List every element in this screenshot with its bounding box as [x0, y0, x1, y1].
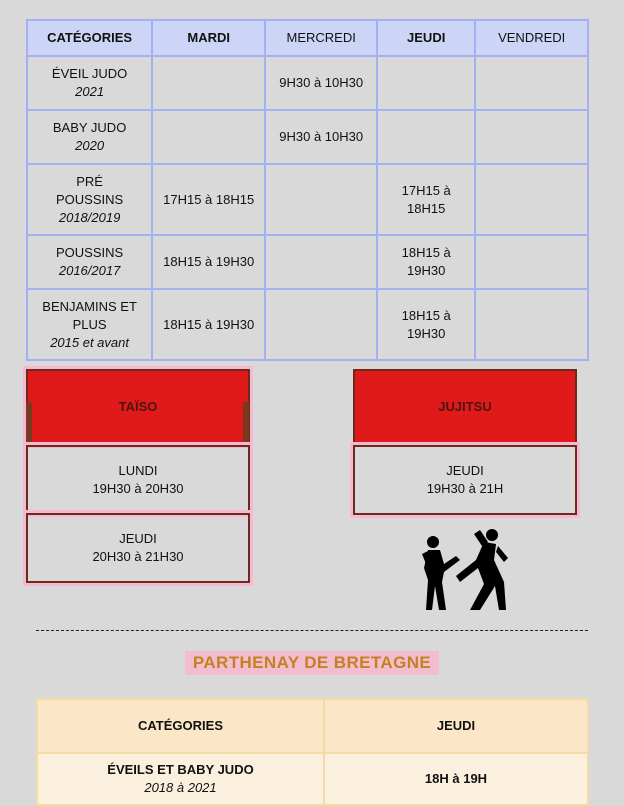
slot-jeudi: [377, 56, 475, 110]
category-cell: [27, 164, 152, 235]
slot-jeudi: 18H15 à 19H30: [377, 235, 475, 289]
slot-jeudi: [377, 110, 475, 164]
table-row: [27, 110, 588, 164]
header-jeudi: JEUDI: [377, 20, 475, 56]
jujitsu-slot-time: 19H30 à 21H: [426, 481, 504, 496]
schedule-table: [26, 19, 589, 361]
taiso-right-marker: [243, 402, 249, 444]
taiso-slot-day: LUNDI: [118, 462, 158, 478]
slot-vendredi: [475, 235, 588, 289]
taiso-slot-time: 19H30 à 20H30: [92, 480, 184, 496]
taiso-slot-day: JEUDI: [119, 531, 157, 546]
location-header-categories: CATÉGORIES: [37, 699, 324, 753]
table-row: [37, 753, 588, 805]
jujitsu-title-box: [353, 369, 577, 445]
table-row: [27, 289, 588, 360]
taiso-left-marker: [26, 402, 32, 444]
category-cell: [27, 110, 152, 164]
location-slot-jeudi: 18H à 19H: [324, 753, 588, 805]
slot-mardi: 17H15 à 18H15: [152, 164, 265, 235]
category-name: BENJAMINS ET PLUS: [42, 298, 137, 332]
slot-jeudi: 17H15 à 18H15: [377, 164, 475, 235]
slot-mercredi: [265, 289, 377, 360]
slot-mardi: 18H15 à 19H30: [152, 289, 265, 360]
location-title: PARTHENAY DE BRETAGNE: [185, 651, 439, 675]
table-row: [27, 235, 588, 289]
header-vendredi: VENDREDI: [475, 20, 588, 56]
location-header-jeudi: JEUDI: [324, 699, 588, 753]
slot-vendredi: [475, 164, 588, 235]
slot-mercredi: [265, 164, 377, 235]
schedule-header-row: [27, 20, 588, 56]
taiso-slot-time: 20H30 à 21H30: [92, 549, 184, 564]
table-row: [27, 164, 588, 235]
section-divider: [36, 630, 588, 631]
slot-mardi: 18H15 à 19H30: [152, 235, 265, 289]
location-title-wrap: [0, 651, 624, 675]
location-category-name: ÉVEILS ET BABY JUDO: [107, 762, 254, 777]
category-name: ÉVEIL JUDO: [51, 66, 128, 81]
taiso-title-box: [26, 369, 250, 445]
jujitsu-slot-1: [353, 445, 577, 515]
location-header-row: [37, 699, 588, 753]
category-years: 2021: [75, 84, 105, 99]
category-name: PRÉ POUSSINS: [56, 173, 124, 207]
category-name: BABY JUDO: [52, 120, 127, 135]
slot-mercredi: [265, 235, 377, 289]
slot-mercredi: 9H30 à 10H30: [265, 110, 377, 164]
slot-mardi: [152, 110, 265, 164]
slot-vendredi: [475, 56, 588, 110]
slot-vendredi: [475, 289, 588, 360]
slot-jeudi: 18H15 à 19H30: [377, 289, 475, 360]
category-years: 2018/2019: [58, 209, 121, 225]
jujitsu-title: JUJITSU: [438, 399, 492, 414]
category-cell: [27, 235, 152, 289]
jujitsu-slot-day: JEUDI: [446, 463, 484, 478]
category-years: 2015 et avant: [50, 334, 129, 350]
category-cell: [27, 56, 152, 110]
slot-mercredi: 9H30 à 10H30: [265, 56, 377, 110]
location-schedule-table: [36, 698, 589, 806]
header-categories: CATÉGORIES: [27, 20, 152, 56]
slot-vendredi: [475, 110, 588, 164]
category-years: 2016/2017: [58, 263, 121, 278]
header-mardi: MARDI: [152, 20, 265, 56]
category-cell: [27, 289, 152, 360]
location-category-years: 2018 à 2021: [144, 780, 217, 795]
category-name: POUSSINS: [56, 245, 124, 260]
location-category-cell: [37, 753, 324, 805]
table-row: [27, 56, 588, 110]
taiso-title: TAÏSO: [118, 399, 158, 414]
slot-mardi: [152, 56, 265, 110]
taiso-slot-1: [26, 445, 250, 514]
category-years: 2020: [75, 138, 105, 153]
header-mercredi: MERCREDI: [265, 20, 377, 56]
taiso-slot-2: [26, 513, 250, 583]
martial-arts-kick-icon: [420, 524, 510, 612]
